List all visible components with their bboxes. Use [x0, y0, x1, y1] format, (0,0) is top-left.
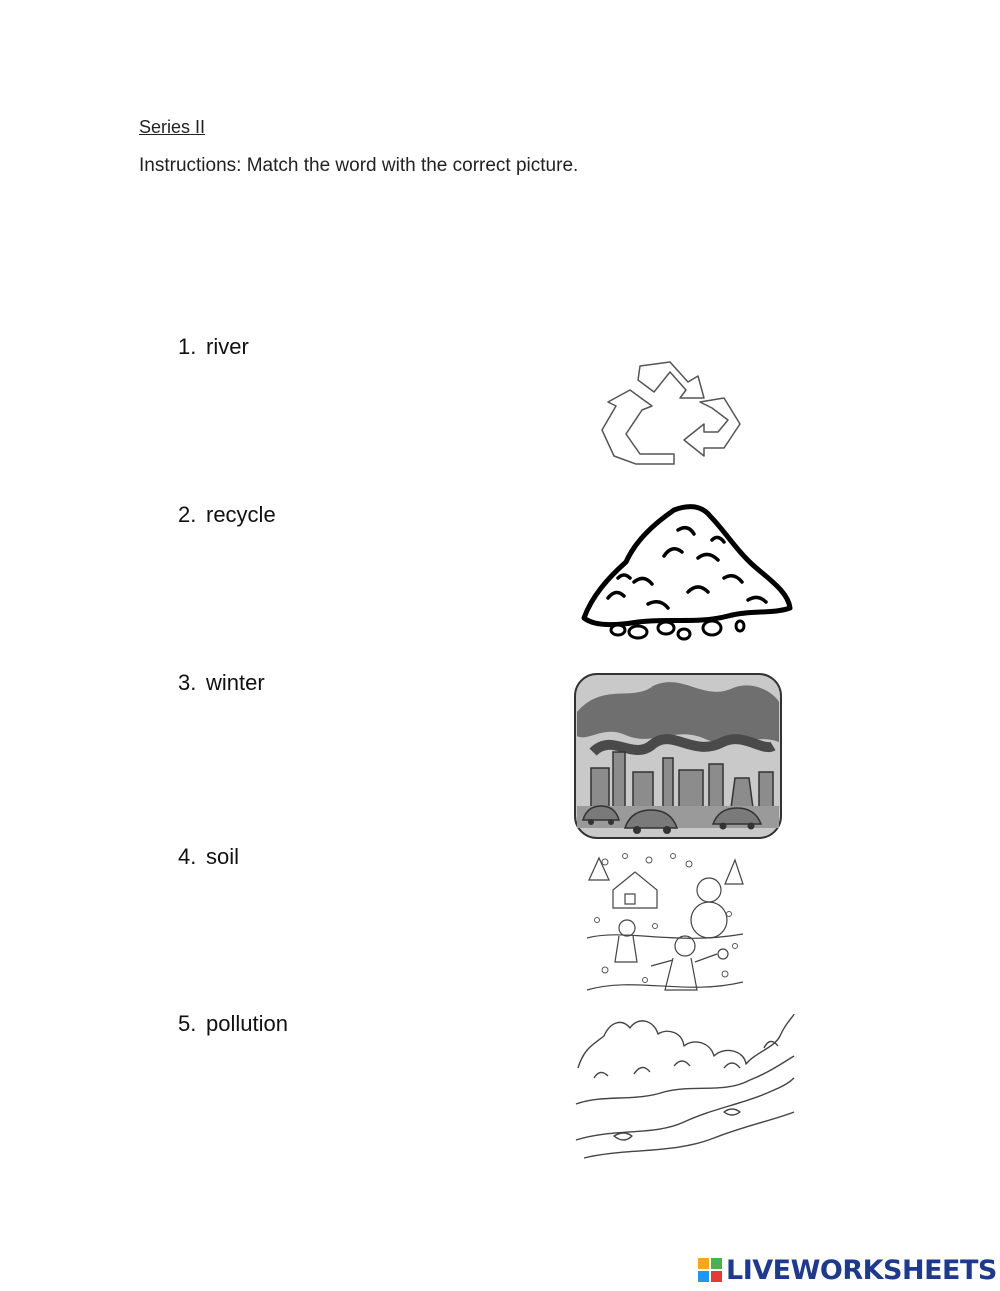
word-number: 2. — [178, 502, 197, 527]
river-landscape-picture[interactable] — [574, 1008, 796, 1164]
series-title: Series II — [139, 117, 206, 137]
instructions-text: Instructions: Match the word with the correct picture. — [139, 155, 579, 176]
word-item-pollution[interactable] — [178, 1011, 288, 1037]
word-number: 1. — [178, 334, 197, 359]
word-item-recycle[interactable] — [178, 502, 276, 528]
recycle-symbol-picture[interactable] — [600, 358, 742, 466]
factory-pollution-picture[interactable] — [573, 672, 783, 840]
word-label: pollution — [206, 1011, 288, 1036]
word-label: soil — [206, 844, 240, 869]
word-item-river[interactable] — [178, 334, 249, 360]
winter-snow-picture[interactable] — [585, 850, 745, 1002]
liveworksheets-logo — [698, 1252, 997, 1288]
liveworksheets-logo-text: LIVEWORKSHEETS — [726, 1254, 997, 1286]
word-number: 3. — [178, 670, 197, 695]
word-label: recycle — [206, 502, 276, 527]
soil-pile-picture[interactable] — [578, 500, 796, 642]
word-number: 5. — [178, 1011, 197, 1036]
liveworksheets-logo-icon — [698, 1258, 722, 1282]
word-item-soil[interactable] — [178, 844, 239, 870]
word-number: 4. — [178, 844, 197, 869]
word-label: winter — [206, 670, 265, 695]
word-label: river — [206, 334, 249, 359]
word-item-winter[interactable] — [178, 670, 265, 696]
